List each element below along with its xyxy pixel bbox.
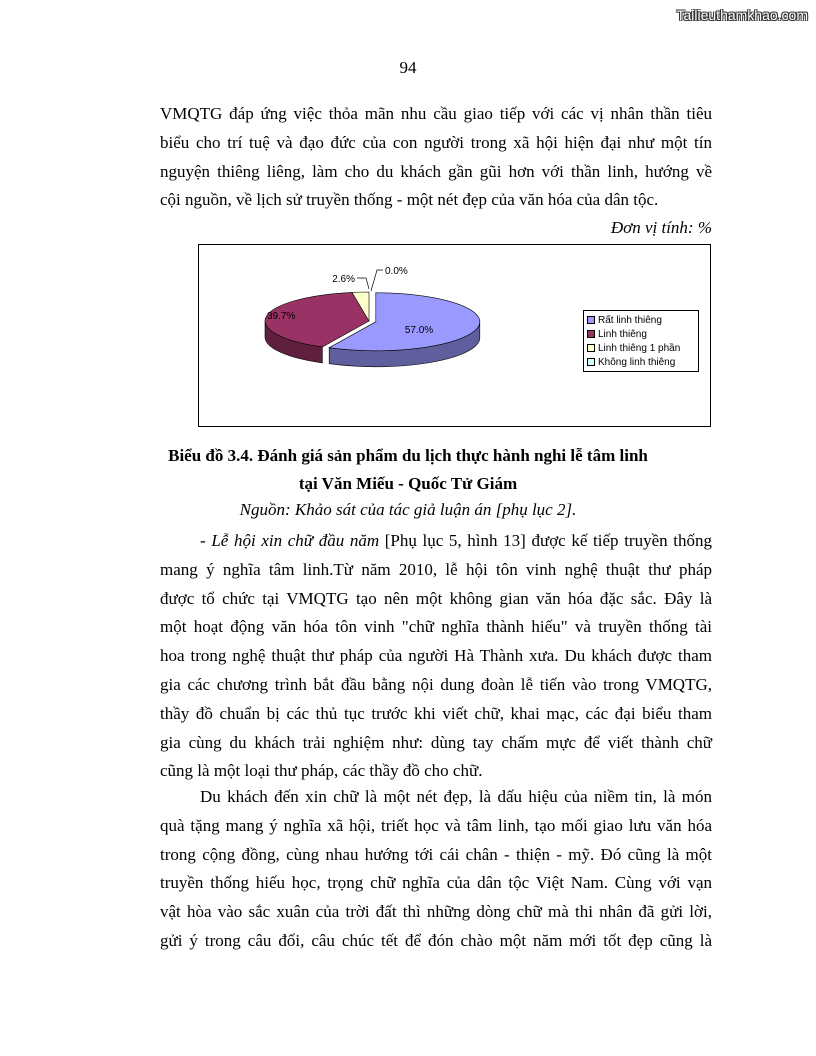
legend-swatch xyxy=(587,330,595,338)
legend-label: Rất linh thiêng xyxy=(598,314,662,326)
legend-item xyxy=(587,355,695,369)
data-label: 2.6% xyxy=(332,274,355,285)
text-run: [Phụ lục 5, hình 13] được kế tiếp truyền thống xyxy=(379,531,712,550)
text-line: mang ý nghĩa tâm linh.Từ năm 2010, lễ hội tôn vinh nghệ thuật thư pháp xyxy=(160,559,712,579)
unit-note: Đơn vị tính: % xyxy=(610,218,712,237)
text-line: gia các chương trình bắt đầu bằng nội dung đoàn lễ tiến vào trong VMQTG, xyxy=(160,674,712,694)
legend-swatch xyxy=(587,344,595,352)
chart-caption-line-1: Biểu đồ 3.4. Đánh giá sản phẩm du lịch thực hành nghi lễ tâm linh xyxy=(168,446,648,465)
text-line: VMQTG đáp ứng việc thỏa mãn nhu cầu giao tiếp với các vị nhân thần tiêu xyxy=(160,104,712,123)
text-line: thầy đồ chuẩn bị các thủ tục trước khi viết chữ, khai mạc, các đại biểu tham xyxy=(160,703,712,723)
text-line: cũng là một loại thư pháp, các thầy đồ cho chữ. xyxy=(160,761,483,781)
data-label: 57.0% xyxy=(404,325,434,336)
chart-legend xyxy=(583,310,699,372)
text-line xyxy=(160,527,712,556)
paragraph-1 xyxy=(160,100,712,215)
text-line: biểu cho trí tuệ và đạo đức của con người trong xã hội hiện đại như một tín xyxy=(160,132,712,152)
page-number: 94 xyxy=(399,58,417,77)
paragraph-2 xyxy=(160,527,712,786)
data-label-leader xyxy=(357,278,369,289)
watermark: Tailieuthamkhao.com xyxy=(676,7,808,23)
text-line: hoa trong nghệ thuật thư pháp của người Hà Thành xưa. Du khách được tham xyxy=(160,646,712,666)
pie-chart xyxy=(198,244,711,427)
chart-caption-line-2: tại Văn Miếu - Quốc Tử Giám xyxy=(298,474,518,493)
list-dash: - xyxy=(200,531,212,550)
text-line: được tổ chức tại VMQTG tạo nên một không gian văn hóa đặc sắc. Đây là xyxy=(160,588,712,608)
data-label: 0.0% xyxy=(385,266,408,277)
text-line: quà tặng mang ý nghĩa xã hội, triết học và tâm linh, tạo mối giao lưu văn hóa xyxy=(160,815,712,835)
paragraph-3 xyxy=(160,783,712,956)
legend-item xyxy=(587,313,695,327)
text-line: gia cùng du khách trải nghiệm như: dùng tay chấm mực để viết thành chữ xyxy=(160,732,712,752)
data-label-leader xyxy=(371,270,383,291)
legend-item xyxy=(587,341,695,355)
text-line: Du khách đến xin chữ là một nét đẹp, là dấu hiệu của niềm tin, là món xyxy=(200,787,712,806)
text-line: gửi ý trong câu đối, câu chúc tết để đón chào một năm mới tốt đẹp cũng là xyxy=(160,930,712,950)
text-line: trong cộng đồng, cùng nhau hướng tới cái chân - thiện - mỹ. Đó cũng là một xyxy=(160,844,712,864)
festival-name: Lễ hội xin chữ đầu năm xyxy=(211,531,380,550)
legend-label: Không linh thiêng xyxy=(598,356,676,368)
legend-swatch xyxy=(587,358,595,366)
data-label: 39.7% xyxy=(267,311,296,322)
text-line: nguyện thiêng liêng, làm cho du khách gần gũi hơn với thần linh, hướng về xyxy=(160,161,712,181)
legend-swatch xyxy=(587,316,595,324)
text-line: một hoạt động văn hóa tôn vinh "chữ nghĩa thành hiếu" và truyền thống tài xyxy=(160,617,712,637)
legend-label: Linh thiêng xyxy=(598,328,647,340)
text-line: truyền thống hiếu học, trọng chữ nghĩa của dân tộc Việt Nam. Cùng với vạn xyxy=(160,873,712,893)
legend-item xyxy=(587,327,695,341)
legend-label: Linh thiêng 1 phần xyxy=(598,342,681,354)
chart-source: Nguồn: Khảo sát của tác giả luận án [phụ lục 2]. xyxy=(239,500,577,519)
text-line: vật hòa vào sắc xuân của trời đất thì những dòng chữ mà thi nhân đã gửi lời, xyxy=(160,902,712,922)
text-line: cội nguồn, về lịch sử truyền thống - một nét đẹp của văn hóa của dân tộc. xyxy=(160,190,659,210)
